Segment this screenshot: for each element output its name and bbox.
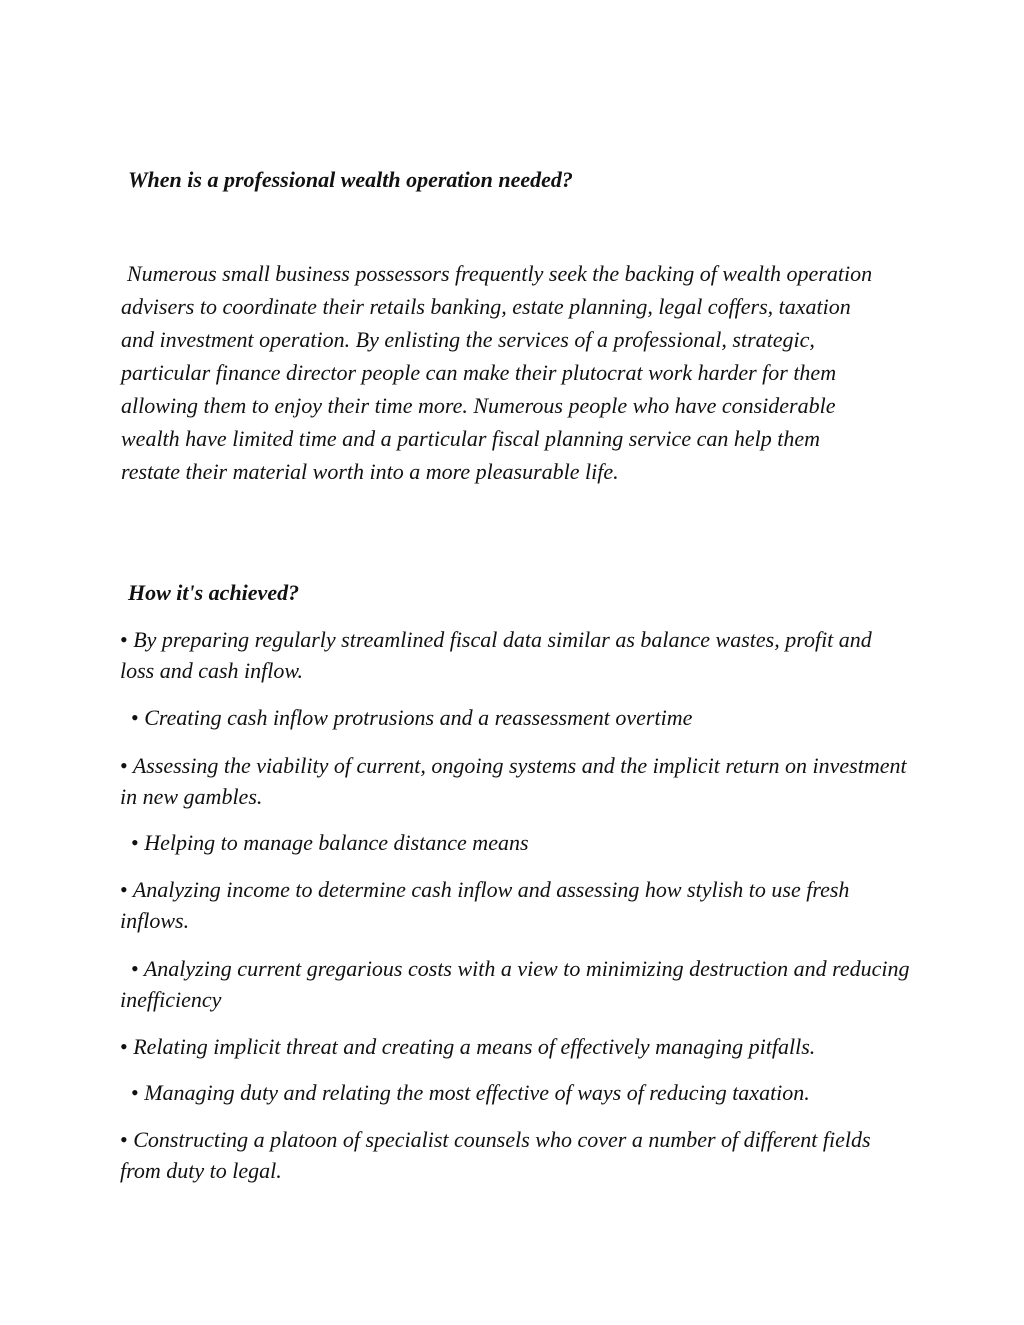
- bullet-item: [120, 624, 910, 686]
- bullet-item: [131, 1077, 911, 1108]
- bullet-dot: •: [120, 1127, 128, 1152]
- bullet-item: [131, 702, 911, 733]
- bullet-text: Relating implicit threat and creating a means of effectively managing pitfalls.: [133, 1034, 816, 1059]
- bullet-dot: •: [120, 1034, 128, 1059]
- bullet-text: Assessing the viability of current, ongoing systems and the implicit return on investment in new gambles.: [120, 753, 907, 809]
- intro-paragraph: Numerous small business possessors frequently seek the backing of wealth operation advisers to coordinate their retails banking, estate planning, legal coffers, taxation and investment operation. By enlisting the services of a professional, strategic, particular finance director people can make their plutocrat work harder for them allowing them to enjoy their time more. Numerous people who have considerable wealth have limited time and a particular fiscal planning service can help them restate their material worth into a more pleasurable life.: [121, 261, 873, 484]
- bullet-text: Analyzing current gregarious costs with a view to minimizing destruction and reducing inefficiency: [120, 956, 910, 1012]
- bullet-dot: •: [131, 1080, 139, 1105]
- bullet-item: [120, 1031, 910, 1062]
- bullet-text: Helping to manage balance distance means: [144, 830, 529, 855]
- bullet-item: [120, 1124, 910, 1186]
- bullet-item: [131, 827, 911, 858]
- section-heading-how-achieved: How it's achieved?: [128, 580, 300, 605]
- bullet-text: Analyzing income to determine cash inflow and assessing how stylish to use fresh inflows.: [120, 877, 850, 933]
- bullet-dot: •: [120, 877, 128, 902]
- bullet-item: [120, 874, 910, 936]
- bullet-dot: •: [120, 627, 128, 652]
- bullet-text: Creating cash inflow protrusions and a reassessment overtime: [144, 705, 693, 730]
- bullet-item: [120, 750, 910, 812]
- bullet-dot: •: [131, 705, 139, 730]
- bullet-dot: •: [131, 956, 139, 981]
- section-heading-wealth-operation: When is a professional wealth operation needed?: [128, 167, 573, 192]
- bullet-text: By preparing regularly streamlined fiscal data similar as balance wastes, profit and loss and cash inflow.: [120, 627, 872, 683]
- bullet-item: [120, 953, 910, 1015]
- bullet-text: Constructing a platoon of specialist counsels who cover a number of different fields from duty to legal.: [120, 1127, 871, 1183]
- bullet-dot: •: [131, 830, 139, 855]
- bullet-text: Managing duty and relating the most effective of ways of reducing taxation.: [144, 1080, 810, 1105]
- bullet-dot: •: [120, 753, 128, 778]
